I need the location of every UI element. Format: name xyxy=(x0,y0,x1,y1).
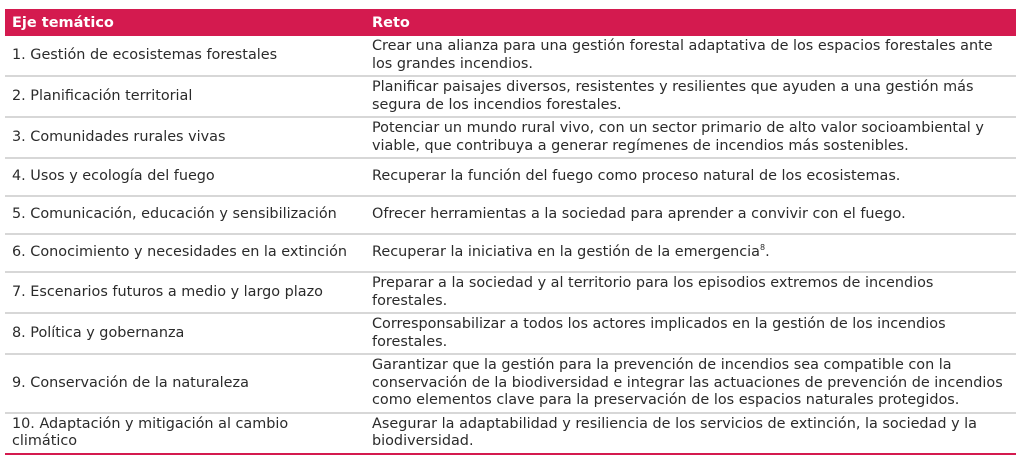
reto-cell: Asegurar la adaptabilidad y resiliencia de los servicios de extinción, la sociedad y la biodiversidad. xyxy=(365,413,1016,454)
reto-cell: Preparar a la sociedad y al territorio para los episodios extremos de incendios forestales. xyxy=(365,272,1016,313)
reto-cell: Ofrecer herramientas a la sociedad para aprender a convivir con el fuego. xyxy=(365,196,1016,234)
footnote-marker: 8 xyxy=(759,243,766,253)
table-row xyxy=(5,354,1016,413)
table-row xyxy=(5,117,1016,158)
eje-cell: 10. Adaptación y mitigación al cambio climático xyxy=(5,413,365,454)
table-header-row xyxy=(5,9,1016,36)
reto-cell: Corresponsabilizar a todos los actores implicados en la gestión de los incendios forestales. xyxy=(365,313,1016,354)
challenges-table-container xyxy=(5,9,1016,455)
reto-cell: Planificar paisajes diversos, resistentes y resilientes que ayuden a una gestión más segura de los incendios forestales. xyxy=(365,76,1016,117)
eje-cell: 6. Conocimiento y necesidades en la extinción xyxy=(5,234,365,272)
eje-cell: 8. Política y gobernanza xyxy=(5,313,365,354)
eje-cell: 2. Planificación territorial xyxy=(5,76,365,117)
table-row xyxy=(5,234,1016,272)
reto-text-end: . xyxy=(765,244,770,261)
table-row xyxy=(5,36,1016,76)
reto-cell xyxy=(365,234,1016,272)
eje-cell: 4. Usos y ecología del fuego xyxy=(5,158,365,196)
reto-cell: Garantizar que la gestión para la prevención de incendios sea compatible con la conservación de la biodiversidad e integrar las actuaciones de prevención de incendios como elementos clave para la preservación de los espacios naturales protegidos. xyxy=(365,354,1016,413)
table-row xyxy=(5,158,1016,196)
reto-text: Recuperar la iniciativa en la gestión de la emergencia xyxy=(372,244,760,261)
reto-cell: Crear una alianza para una gestión forestal adaptativa de los espacios forestales ante los grandes incendios. xyxy=(365,36,1016,76)
eje-cell: 5. Comunicación, educación y sensibilización xyxy=(5,196,365,234)
header-eje-tematico: Eje temático xyxy=(5,9,365,36)
table-row xyxy=(5,76,1016,117)
reto-cell: Potenciar un mundo rural vivo, con un sector primario de alto valor socioambiental y viable, que contribuya a generar regímenes de incendios más sostenibles. xyxy=(365,117,1016,158)
table-row xyxy=(5,313,1016,354)
eje-cell: 7. Escenarios futuros a medio y largo plazo xyxy=(5,272,365,313)
thematic-challenges-table xyxy=(5,9,1016,455)
eje-cell: 9. Conservación de la naturaleza xyxy=(5,354,365,413)
table-row xyxy=(5,272,1016,313)
reto-cell: Recuperar la función del fuego como proceso natural de los ecosistemas. xyxy=(365,158,1016,196)
header-reto: Reto xyxy=(365,9,1016,36)
eje-cell: 3. Comunidades rurales vivas xyxy=(5,117,365,158)
eje-cell: 1. Gestión de ecosistemas forestales xyxy=(5,36,365,76)
table-row xyxy=(5,413,1016,454)
table-row xyxy=(5,196,1016,234)
